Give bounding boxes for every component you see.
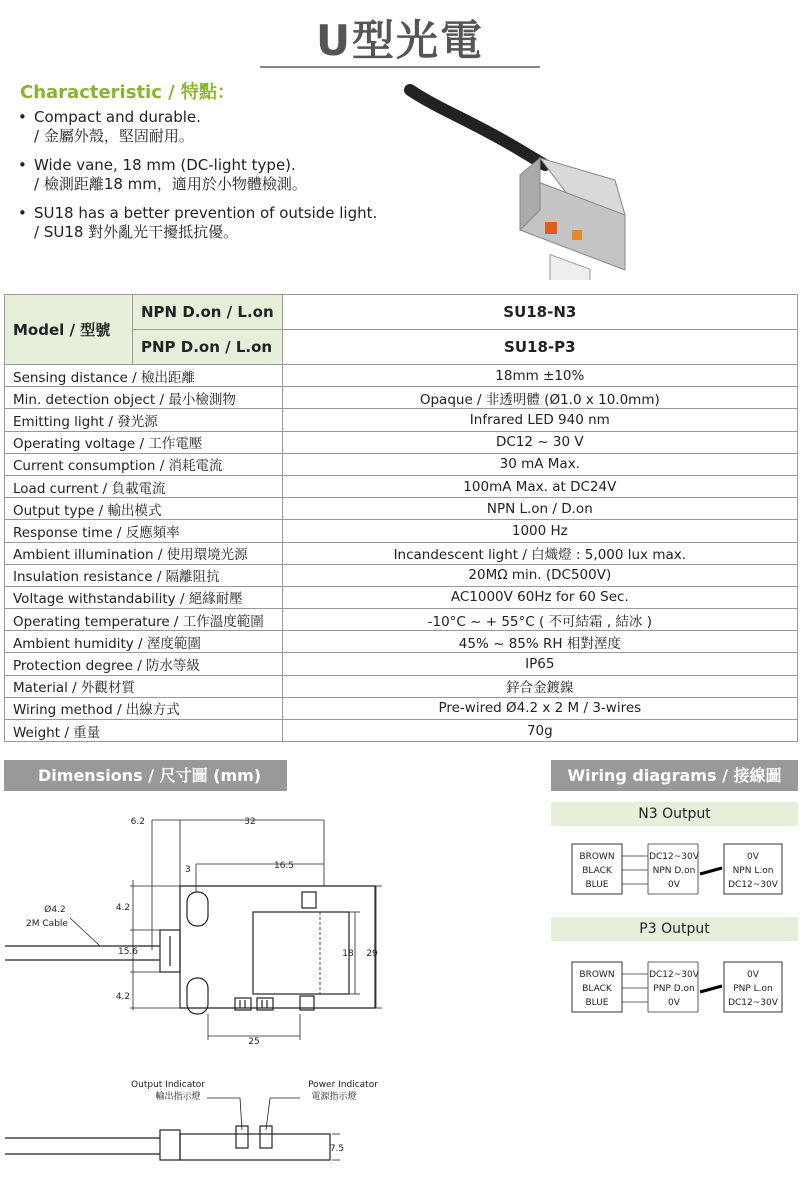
row-label: Material / 外觀材質 — [5, 675, 283, 697]
power-indicator-label: Power Indicator — [308, 1080, 378, 1090]
table-row — [5, 295, 798, 330]
load-label: 0V — [747, 852, 759, 862]
row-label: Min. detection object / 最小檢測物 — [5, 387, 283, 409]
row-value: 70g — [282, 720, 797, 742]
row-label: Current consumption / 消耗電流 — [5, 453, 283, 475]
row-label: Output type / 輸出模式 — [5, 498, 283, 520]
bullet-dot: • — [18, 156, 27, 174]
dim-label: 4.2 — [115, 992, 131, 1002]
terminal-label: DC12~30V — [649, 970, 699, 980]
row-value: 1000 Hz — [282, 520, 797, 542]
dim-label: 32 — [244, 817, 256, 827]
table-row — [5, 431, 798, 453]
row-label: Ambient humidity / 溼度範圍 — [5, 631, 283, 653]
row-label: Insulation resistance / 隔離阻抗 — [5, 564, 283, 586]
load-label: 0V — [747, 970, 759, 980]
table-row — [5, 609, 798, 631]
cable-label: 2M Cable — [26, 919, 68, 929]
row-value: Infrared LED 940 nm — [282, 409, 797, 431]
table-row — [5, 542, 798, 564]
wire-label: BLACK — [582, 984, 612, 994]
table-row — [5, 720, 798, 742]
type-label: PNP D.on / L.on — [133, 330, 283, 365]
row-value: 30 mA Max. — [282, 453, 797, 475]
row-value: NPN L.on / D.on — [282, 498, 797, 520]
model-label: Model / 型號 — [5, 295, 133, 365]
dimensions-drawing — [0, 800, 400, 1186]
type-label: NPN D.on / L.on — [133, 295, 283, 330]
list-item — [18, 156, 398, 194]
spec-table — [4, 294, 798, 742]
output-indicator-label: Output Indicator — [131, 1080, 205, 1090]
row-value: AC1000V 60Hz for 60 Sec. — [282, 586, 797, 608]
dim-label: 29 — [366, 949, 378, 959]
wire-label: BLACK — [582, 866, 612, 876]
table-row — [5, 675, 798, 697]
wire-label: BLUE — [585, 998, 609, 1008]
n3-output-title: N3 Output — [551, 802, 798, 826]
table-row — [5, 387, 798, 409]
power-indicator-label-zh: 電源指示燈 — [311, 1092, 357, 1102]
row-value: Opaque / 非透明體 (Ø1.0 x 10.0mm) — [282, 387, 797, 409]
row-value: 45% ~ 85% RH 相對溼度 — [282, 631, 797, 653]
row-label: Wiring method / 出線方式 — [5, 697, 283, 719]
terminal-label: NPN D.on — [652, 866, 696, 876]
terminal-label: PNP D.on — [653, 984, 695, 994]
terminal-label: DC12~30V — [649, 852, 699, 862]
row-value: IP65 — [282, 653, 797, 675]
characteristic-list — [18, 108, 398, 252]
title-underline — [260, 66, 540, 68]
row-label: Ambient illumination / 使用環境光源 — [5, 542, 283, 564]
wire-label: BROWN — [579, 852, 615, 862]
row-label: Voltage withstandability / 絕緣耐壓 — [5, 586, 283, 608]
dim-label: 16.5 — [273, 861, 295, 871]
load-label: DC12~30V — [728, 998, 778, 1008]
terminal-label: 0V — [668, 998, 680, 1008]
bullet-en: SU18 has a better prevention of outside light. — [34, 204, 378, 222]
bullet-en: Compact and durable. — [34, 108, 201, 126]
row-label: Protection degree / 防水等級 — [5, 653, 283, 675]
list-item — [18, 204, 398, 242]
row-value: DC12 ~ 30 V — [282, 431, 797, 453]
row-label: Response time / 反應頻率 — [5, 520, 283, 542]
bullet-en: Wide vane, 18 mm (DC-light type). — [34, 156, 296, 174]
cable-label: Ø4.2 — [44, 905, 66, 915]
load-label: DC12~30V — [728, 880, 778, 890]
row-value: -10°C ~ + 55°C ( 不可結霜 , 結冰 ) — [282, 609, 797, 631]
dim-label: 3 — [185, 865, 191, 875]
load-label: NPN L.on — [732, 866, 774, 876]
bullet-dot: • — [18, 204, 27, 222]
row-label: Emitting light / 發光源 — [5, 409, 283, 431]
row-label: Sensing distance / 檢出距離 — [5, 365, 283, 387]
model-value: SU18-P3 — [282, 330, 797, 365]
table-row — [5, 409, 798, 431]
n3-wiring-diagram — [568, 838, 788, 898]
row-label: Load current / 負載電流 — [5, 475, 283, 497]
row-value: Incandescent light / 白熾燈 : 5,000 lux max. — [282, 542, 797, 564]
table-row — [5, 586, 798, 608]
row-value: 100mA Max. at DC24V — [282, 475, 797, 497]
list-item — [18, 108, 398, 146]
wire-label: BLUE — [585, 880, 609, 890]
p3-output-title: P3 Output — [551, 917, 798, 941]
table-row — [5, 453, 798, 475]
row-label: Operating temperature / 工作溫度範圍 — [5, 609, 283, 631]
terminal-label: 0V — [668, 880, 680, 890]
row-value: 鋅合金鍍鎳 — [282, 675, 797, 697]
wire-label: BROWN — [579, 970, 615, 980]
row-value: 18mm ±10% — [282, 365, 797, 387]
dim-label: 25 — [248, 1037, 260, 1047]
table-row — [5, 365, 798, 387]
table-row — [5, 564, 798, 586]
table-row — [5, 653, 798, 675]
sensor-product-image — [400, 80, 640, 280]
wiring-heading: Wiring diagrams / 接線圖 — [551, 760, 798, 791]
dim-label: 4.2 — [115, 903, 131, 913]
row-label: Weight / 重量 — [5, 720, 283, 742]
row-label: Operating voltage / 工作電壓 — [5, 431, 283, 453]
page-title: U型光電 — [315, 16, 485, 65]
output-indicator-label-zh: 輸出指示燈 — [155, 1092, 201, 1102]
dim-label: 6.2 — [130, 817, 145, 827]
table-row — [5, 520, 798, 542]
row-value: Pre-wired Ø4.2 x 2 M / 3-wires — [282, 697, 797, 719]
load-label: PNP L.on — [733, 984, 773, 994]
bullet-zh: / 檢測距離18 mm，適用於小物體檢測。 — [34, 175, 307, 193]
bullet-zh: / 金屬外殼，堅固耐用。 — [34, 127, 194, 145]
characteristic-heading: Characteristic / 特點： — [20, 82, 235, 103]
row-value: 20MΩ min. (DC500V) — [282, 564, 797, 586]
table-row — [5, 498, 798, 520]
bullet-dot: • — [18, 108, 27, 126]
dim-label: 7.5 — [329, 1144, 345, 1154]
dim-label: 15.6 — [117, 947, 139, 957]
bullet-zh: / SU18 對外亂光干擾抵抗優。 — [34, 223, 239, 241]
table-row — [5, 631, 798, 653]
p3-wiring-diagram — [568, 956, 788, 1016]
table-row — [5, 697, 798, 719]
table-row — [5, 475, 798, 497]
dimensions-heading: Dimensions / 尺寸圖 (mm) — [4, 760, 287, 791]
model-value: SU18-N3 — [282, 295, 797, 330]
dim-label: 18 — [342, 949, 354, 959]
